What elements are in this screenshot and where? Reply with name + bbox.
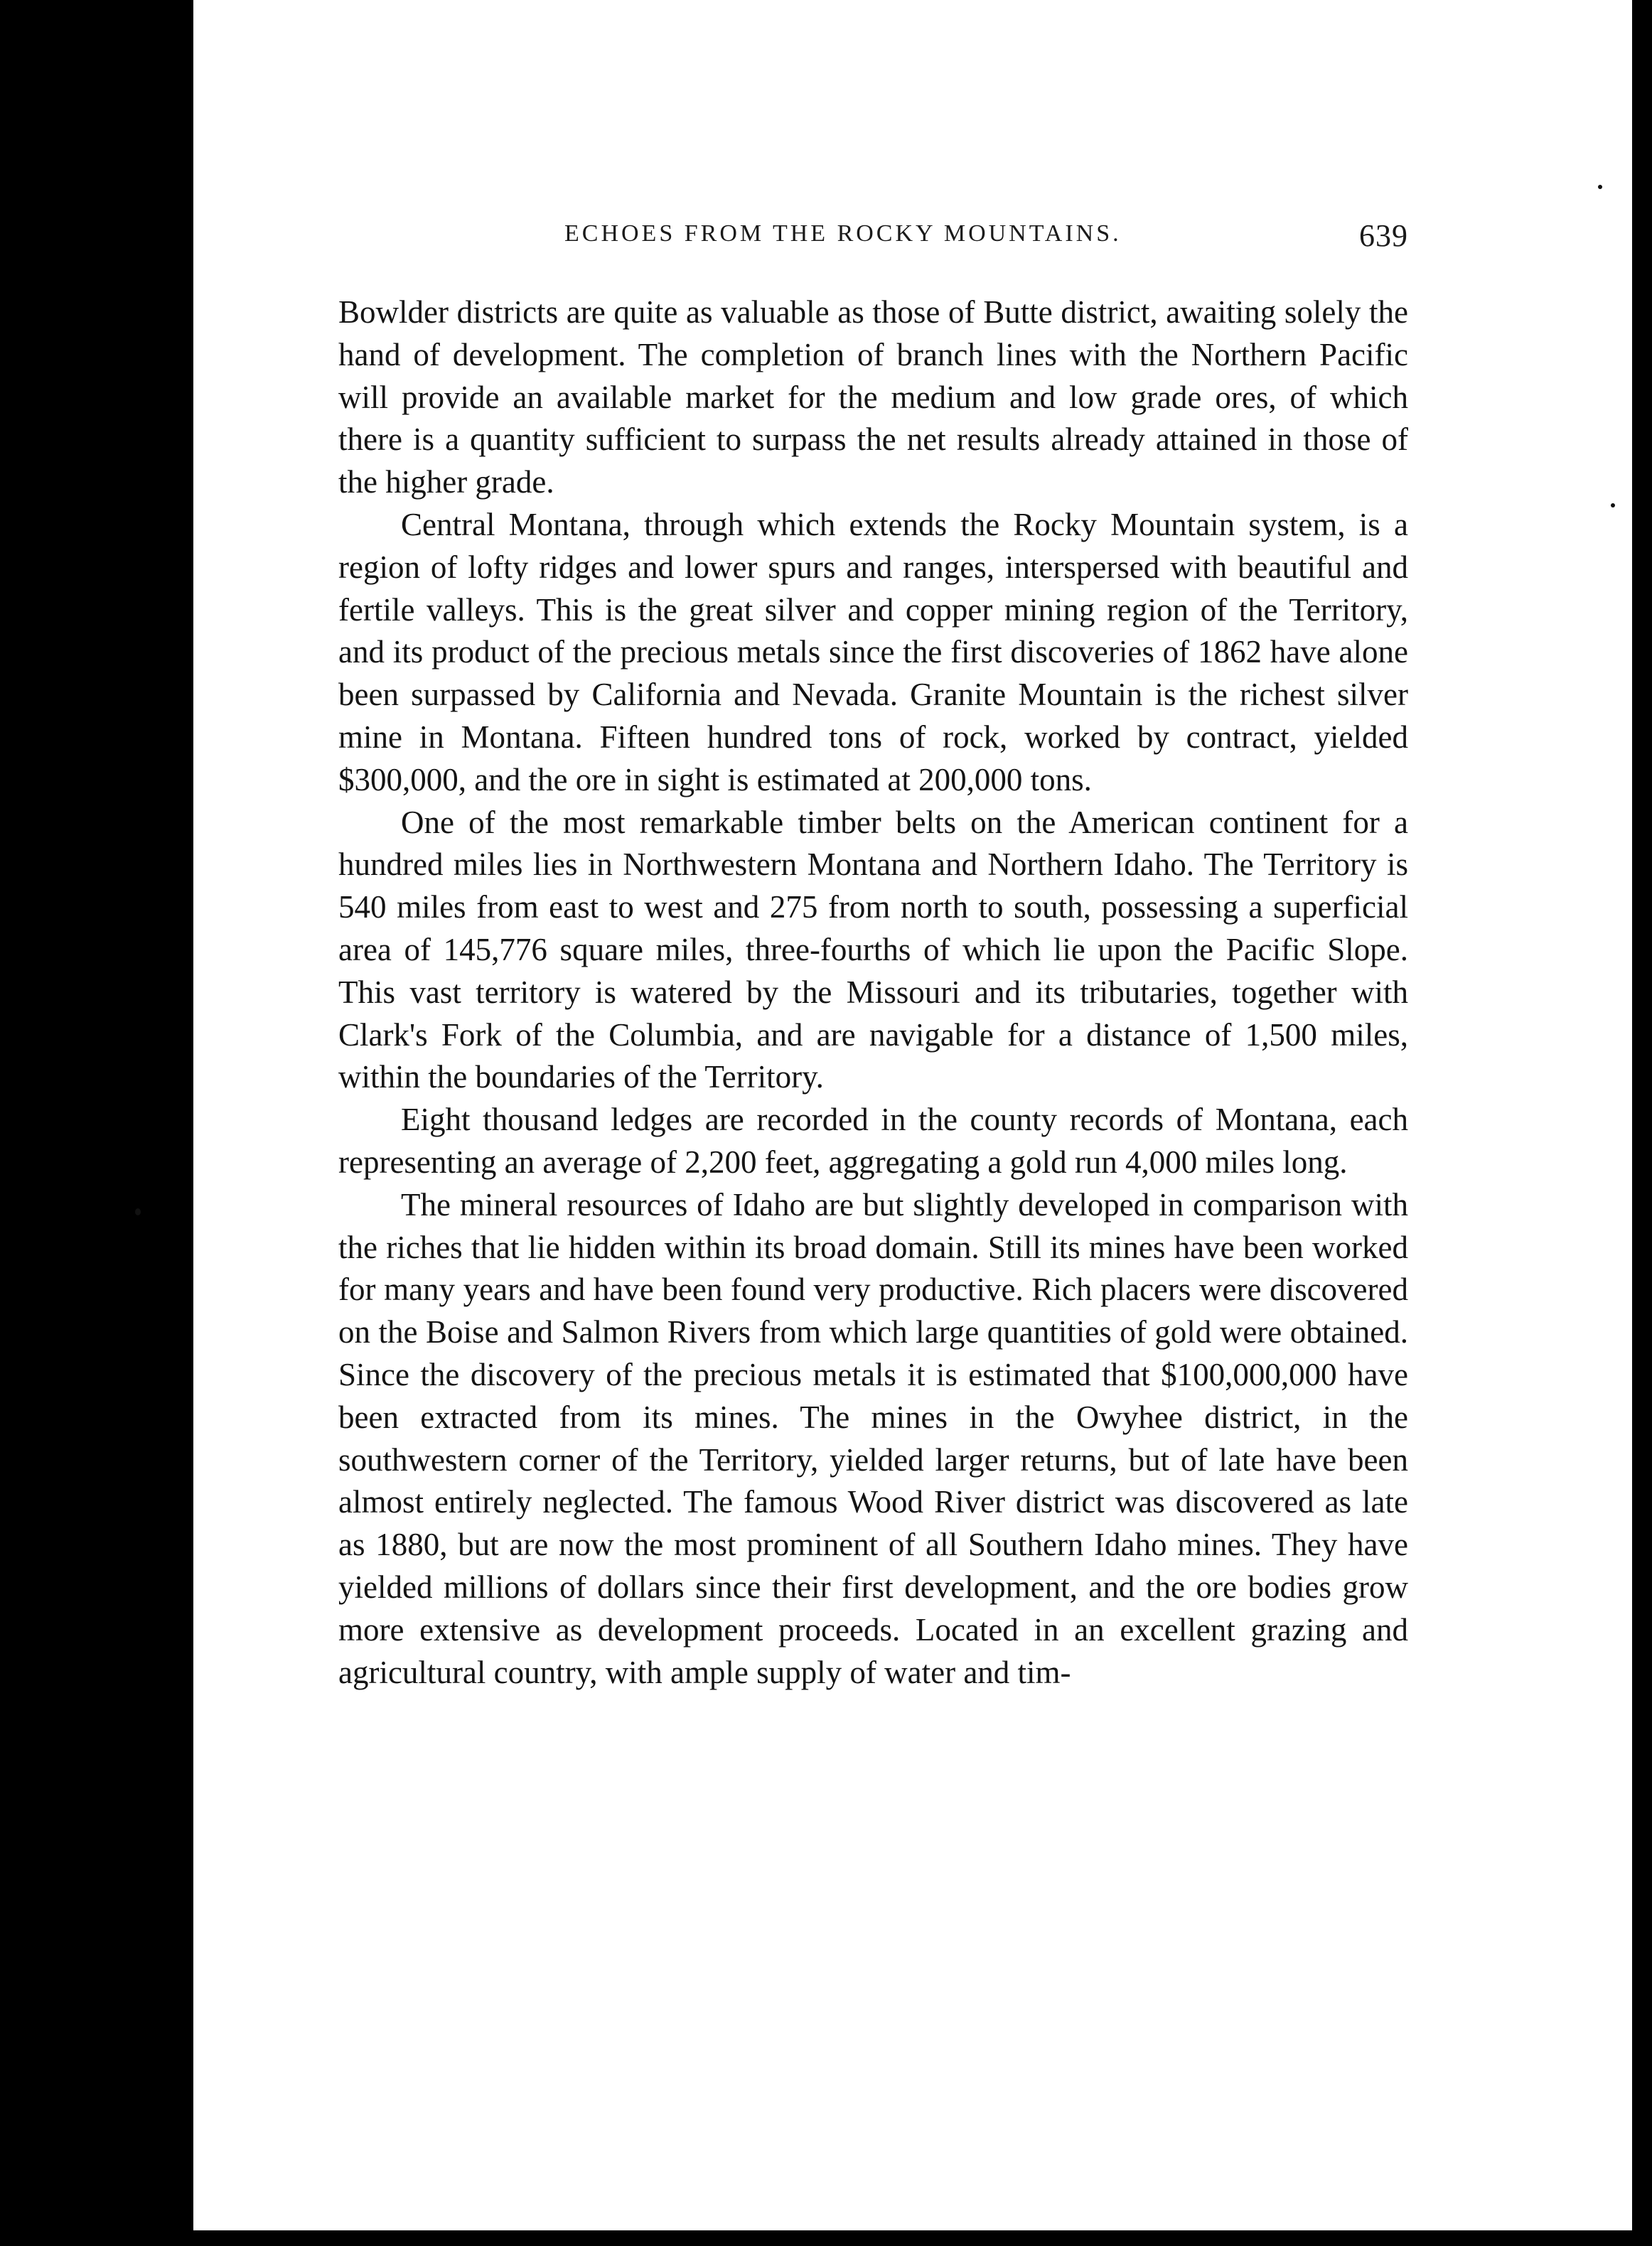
scan-speck (1598, 185, 1602, 189)
paragraph: Eight thousand ledges are recorded in the county records of Montana, each representing an average of 2,200 feet, aggregating a gold run 4,000 miles long. (338, 1102, 1408, 1180)
scan-speck (135, 1208, 141, 1215)
body-text (338, 291, 1408, 1694)
scan-speck (1611, 503, 1615, 507)
page-number: 639 (1359, 218, 1408, 253)
paragraph: One of the most remarkable timber belts on the American continent for a hundred miles lies in Northwestern Montana and Northern Idaho. The Territory is 540 miles from east to west and 275 from north to south, possessing a superficial area of 145,776 square miles, three-fourths of which lie upon the Pacific Slope. This vast territory is watered by the Missouri and its tributaries, together with Clark's Fork of the Columbia, and are navigable for a distance of 1,500 miles, within the boundaries of the Territory. (338, 804, 1408, 1095)
scan-border (193, 2230, 1632, 2246)
paragraph: Bowlder districts are quite as valuable as those of Butte district, awaiting solely the hand of development. The completion of branch lines with the Northern Pacific will provide an available market for the medium and low grade ores, of which there is a quantity sufficient to surpass the net results already attained in those of the higher grade. (338, 294, 1408, 500)
running-head: ECHOES FROM THE ROCKY MOUNTAINS. (564, 220, 1122, 247)
paragraph: The mineral resources of Idaho are but slightly developed in comparison with the riches that lie hidden within its broad domain. Still its mines have been worked for many years and have been found very productive. Rich placers were discovered on the Boise and Salmon Rivers from which large quantities of gold were obtained. Since the discovery of the precious metals it is estimated that $100,000,000 have been extracted from its mines. The mines in the Owyhee district, in the southwestern corner of the Territory, yielded larger returns, but of late have been almost entirely neglected. The famous Wood River district was discovered as late as 1880, but are now the most prominent of all Southern Idaho mines. They have yielded millions of dollars since their first development, and the ore bodies grow more extensive as development proceeds. Located in an excellent grazing and agricultural country, with ample supply of water and tim- (338, 1186, 1408, 1690)
page-header (338, 220, 1408, 256)
paragraph: Central Montana, through which extends the Rocky Mountain system, is a region of lofty ridges and lower spurs and ranges, interspersed with beautiful and fertile valleys. This is the great silver and copper mining region of the Territory, and its product of the precious metals since the first discoveries of 1862 have alone been surpassed by California and Nevada. Granite Mountain is the richest silver mine in Montana. Fifteen hundred tons of rock, worked by contract, yielded $300,000, and the ore in sight is estimated at 200,000 tons. (338, 506, 1408, 797)
